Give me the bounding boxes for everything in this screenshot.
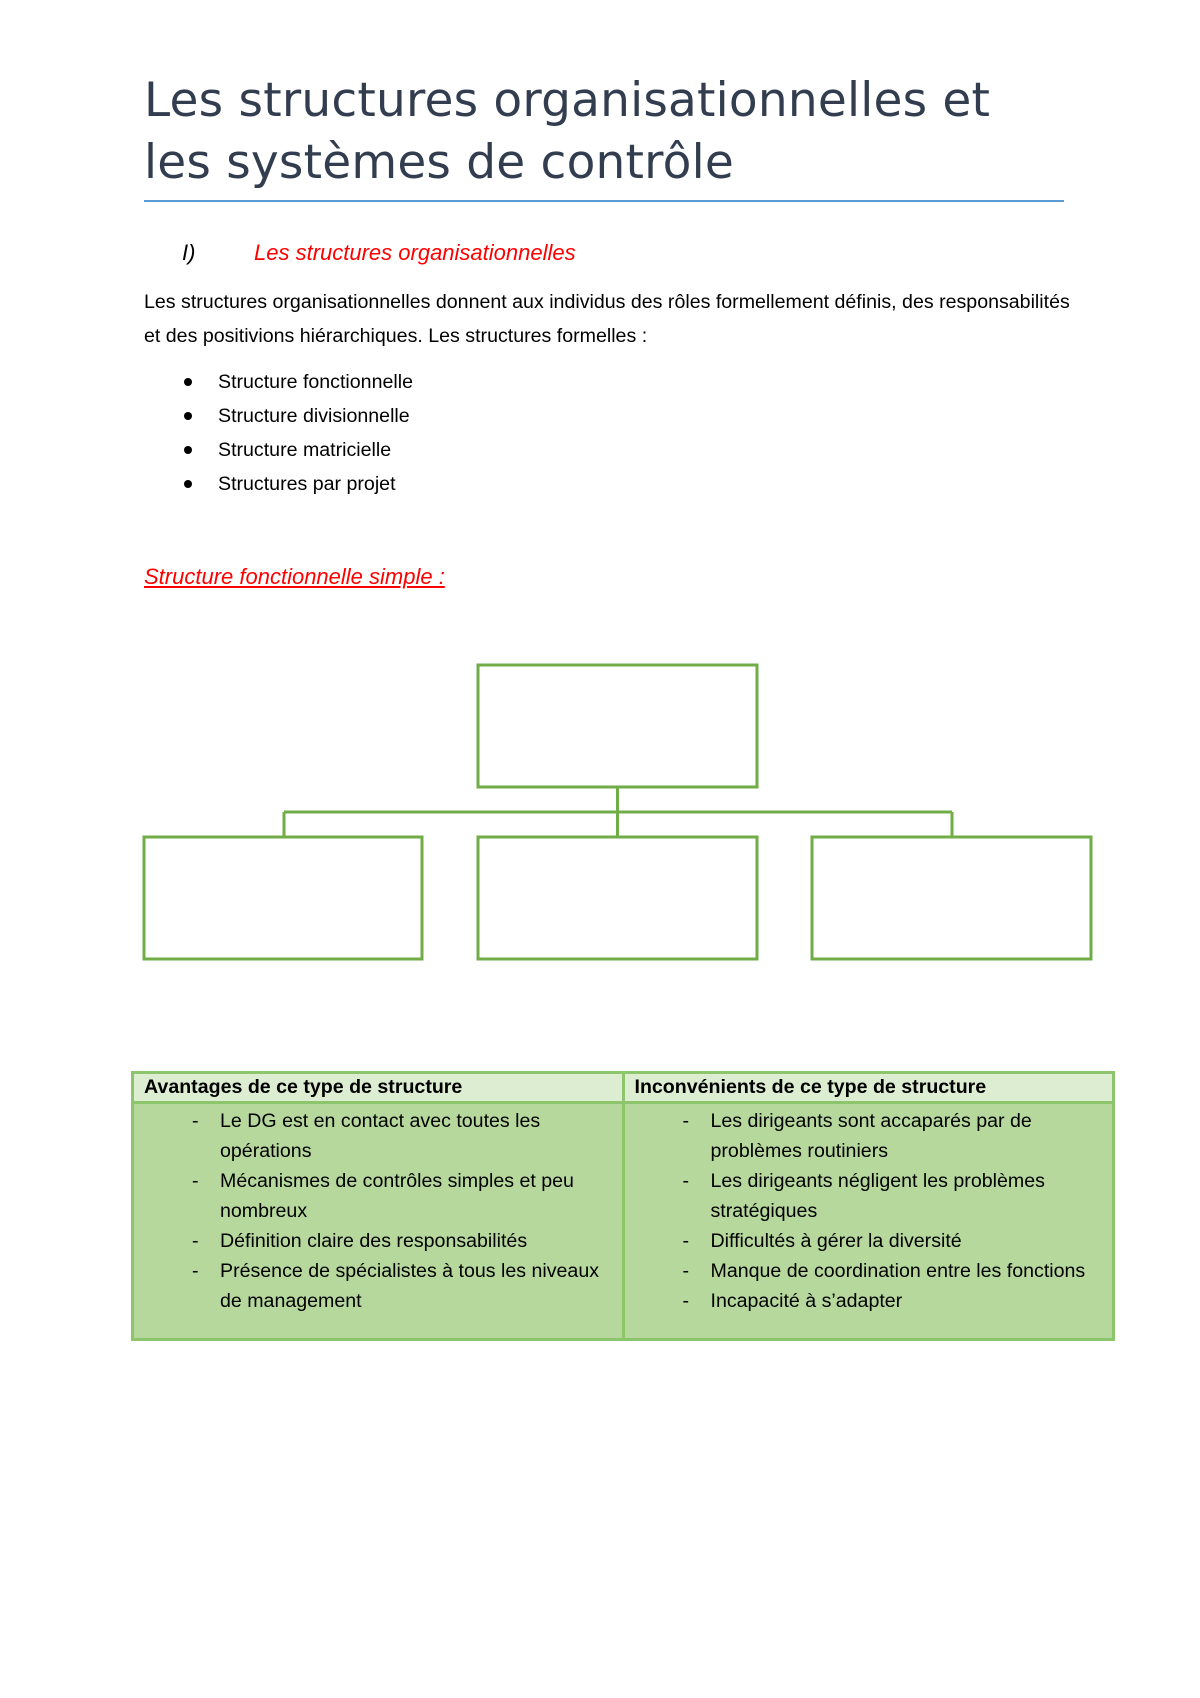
list-item-text: Difficultés à gérer la diversité [710,1230,962,1252]
dash-marker: - [682,1260,690,1282]
list-item-text: Structures par projet [218,473,396,495]
advantages-list [144,1106,612,1316]
list-item [144,1166,612,1226]
list-item-text: Incapacité à s’adapter [710,1290,903,1312]
subsection-heading: Structure fonctionnelle simple : [144,564,445,589]
dash-marker: - [682,1230,690,1252]
section-number: I) [182,240,196,265]
list-item [144,1106,612,1166]
dash-marker: - [682,1110,690,1132]
table-header-row [133,1073,1114,1103]
list-item-text: Le DG est en contact avec toutes les opérations [220,1110,541,1162]
org-chart-right-box [812,837,1091,959]
org-chart-top-box [478,665,757,787]
intro-paragraph: Les structures organisationnelles donnent aux individus des rôles formellement définis, des responsabilités et des positivions hiérarchiques. Les structures formelles : [144,291,1070,347]
list-item [635,1286,1103,1316]
list-item-text: Présence de spécialistes à tous les niveaux de management [220,1260,600,1312]
section-heading-text: Les structures organisationnelles [254,240,576,265]
list-item [144,1226,612,1256]
dash-marker: - [192,1230,199,1252]
list-item [635,1166,1103,1226]
dash-marker: - [192,1260,199,1282]
disadvantages-cell [623,1103,1114,1340]
list-item-text: Les dirigeants négligent les problèmes stratégiques [710,1170,1045,1222]
disadvantages-header: Inconvénients de ce type de structure [623,1073,1114,1103]
list-item-text: Structure divisionnelle [218,405,410,427]
dash-marker: - [682,1170,690,1192]
list-item-text: Structure matricielle [218,439,392,461]
page-title: Les structures organisationnelles et les systèmes de contrôle [144,73,991,190]
disadvantages-list [635,1106,1103,1316]
list-item [635,1106,1103,1166]
org-chart-left-box [144,837,422,959]
list-item [144,1256,612,1316]
list-item [635,1226,1103,1256]
dash-marker: - [192,1170,199,1192]
advantages-header: Avantages de ce type de structure [133,1073,624,1103]
list-item-text: Les dirigeants sont accaparés par de problèmes routiniers [710,1110,1032,1162]
dash-marker: - [682,1290,690,1312]
list-item [635,1256,1103,1286]
list-item-text: Manque de coordination entre les fonctions [710,1260,1086,1282]
dash-marker: - [192,1110,199,1132]
table-row [133,1103,1114,1340]
list-item-text: Structure fonctionnelle [218,371,413,393]
list-item-text: Mécanismes de contrôles simples et peu nombreux [220,1170,574,1222]
list-item-text: Définition claire des responsabilités [220,1230,528,1252]
advantages-cell [133,1103,624,1340]
org-chart-middle-box [478,837,757,959]
comparison-table [131,1071,1115,1341]
